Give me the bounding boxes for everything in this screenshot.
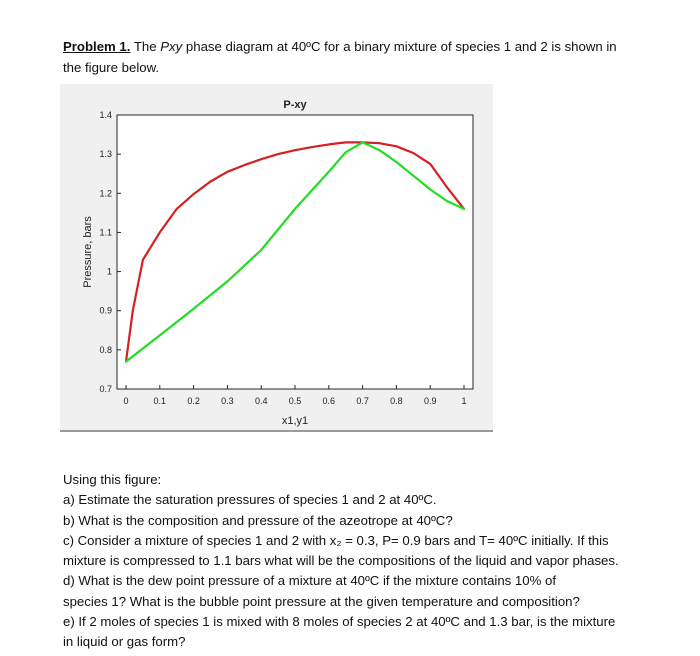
pxy-figure	[60, 84, 493, 432]
y-tick-label: 0.9	[99, 305, 112, 316]
question-list	[63, 470, 683, 653]
question-d-line-1: d) What is the dew point pressure of a mixture at 40ºC if the mixture contains 10% of	[63, 573, 556, 589]
y-tick-label: 1.3	[99, 149, 112, 160]
questions-heading: Using this figure:	[63, 472, 162, 487]
y-tick-label: 0.8	[99, 344, 112, 355]
problem-intro-before: The	[130, 39, 161, 54]
question-a: a) Estimate the saturation pressures of species 1 and 2 at 40ºC.	[63, 492, 437, 508]
x-axis-label: x1,y1	[281, 415, 309, 427]
problem-intro-after: phase diagram at 40ºC for a binary mixture of species 1 and 2 is shown in	[182, 39, 617, 54]
x-tick-label: 0.9	[423, 396, 437, 406]
question-e-line-2: in liquid or gas form?	[63, 634, 186, 650]
x-tick-label: 0.1	[153, 396, 167, 406]
pxy-chart	[60, 84, 493, 430]
y-axis-label: Pressure, bars	[82, 216, 94, 288]
chart-title: P-xy	[283, 99, 307, 111]
x-tick-label: 0.2	[187, 396, 200, 406]
question-c-line-1: c) Consider a mixture of species 1 and 2 with x₂ = 0.3, P= 0.9 bars and T= 40ºC initially. If this	[63, 532, 609, 548]
problem-intro-line-2: the figure below.	[63, 60, 160, 75]
problem-statement	[63, 36, 663, 78]
x-tick-label: 0.6	[322, 396, 336, 406]
problem-intro-line-1	[63, 36, 663, 57]
x-tick-label: 0.7	[356, 396, 369, 406]
x-tick-label: 0.8	[390, 396, 403, 406]
x-tick-label: 0.3	[221, 396, 234, 406]
problem-label: Problem 1.	[63, 39, 131, 54]
y-tick-label: 1.4	[99, 110, 112, 120]
x-tick-label: 0	[123, 396, 129, 406]
x-tick-label: 1	[461, 396, 467, 406]
question-b: b) What is the composition and pressure of the azeotrope at 40ºC?	[63, 512, 453, 528]
problem-intro-italic: Pxy	[160, 39, 183, 54]
y-tick-label: 1.1	[99, 227, 112, 238]
question-c-line-2: mixture is compressed to 1.1 bars what will be the compositions of the liquid and vapor phases.	[63, 553, 619, 569]
y-tick-label: 1.2	[99, 188, 112, 199]
y-tick-label: 0.7	[99, 384, 112, 394]
x-tick-label: 0.5	[288, 396, 302, 406]
question-e-line-1: e) If 2 moles of species 1 is mixed with 8 moles of species 2 at 40ºC and 1.3 bar, is the mixture	[63, 614, 616, 630]
y-tick-label: 1	[106, 266, 112, 277]
question-d-line-2: species 1? What is the bubble point pressure at the given temperature and composition?	[63, 593, 580, 609]
x-tick-label: 0.4	[254, 396, 268, 406]
